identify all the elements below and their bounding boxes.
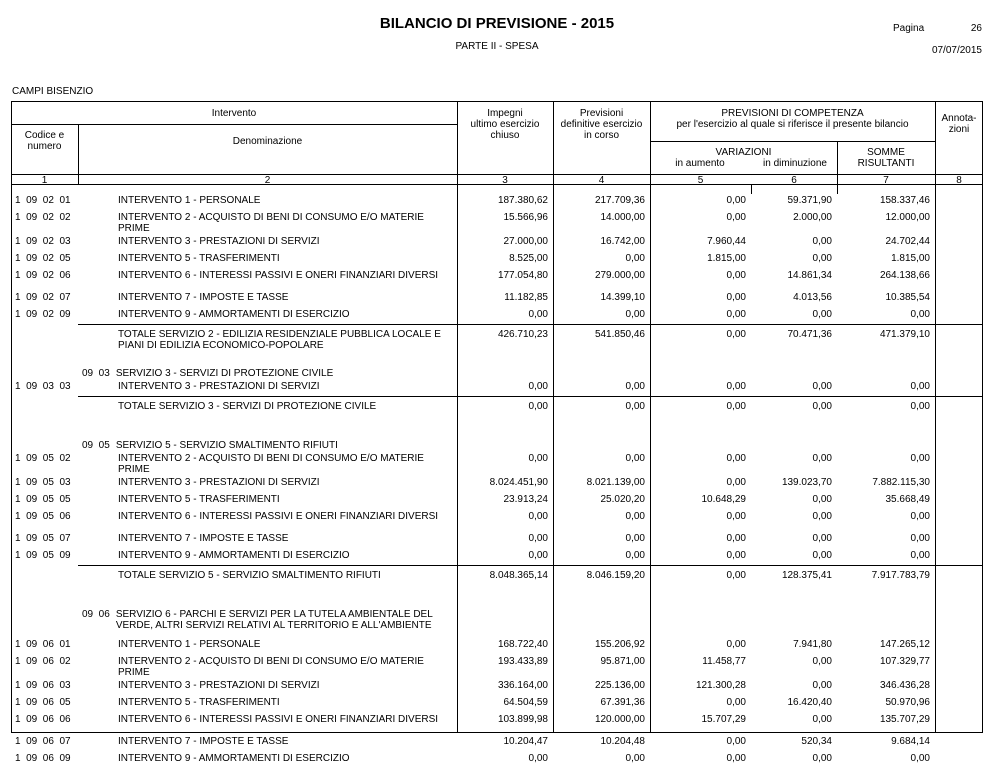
- amount-cell: 0,00: [726, 195, 746, 206]
- entity-name: CAMPI BISENZIO: [12, 86, 94, 97]
- header-somme: SOMME: [867, 147, 905, 158]
- amount-cell: 24.702,44: [885, 236, 930, 247]
- amount-cell: 0,00: [812, 309, 832, 320]
- amount-cell: 0,00: [625, 253, 645, 264]
- header-impegni: Impegni: [487, 108, 523, 119]
- amount-cell: 15.566,96: [503, 212, 548, 223]
- annotazioni-cell: [935, 451, 982, 475]
- annotazioni-cell: [935, 290, 982, 307]
- code-cell: 1 09 06 02: [15, 656, 71, 667]
- annotazioni-cell: [935, 492, 982, 509]
- denominazione-cell: INTERVENTO 3 - PRESTAZIONI DI SERVIZI: [118, 477, 320, 488]
- amount-cell: 0,00: [726, 639, 746, 650]
- amount-cell: 135.707,29: [879, 714, 930, 725]
- amount-cell: 0,00: [726, 753, 746, 764]
- amount-cell: 426.710,23: [457, 324, 553, 362]
- annotazioni-cell: [935, 307, 982, 324]
- table-row: [12, 695, 982, 712]
- header-rule: [11, 124, 457, 125]
- amount-cell: 0,00: [726, 270, 746, 281]
- amount-cell: 0,00: [726, 550, 746, 561]
- amount-cell: 10.204,47: [503, 736, 548, 747]
- annotazioni-cell: [935, 734, 982, 751]
- report-subtitle: PARTE II - SPESA: [455, 41, 539, 52]
- amount-cell: 2.000,00: [793, 212, 832, 223]
- code-cell: 1 09 02 01: [15, 195, 71, 206]
- empty-cell: [650, 603, 751, 637]
- amount-cell: 0,00: [726, 697, 746, 708]
- empty-cell: [457, 603, 553, 637]
- code-cell: 1 09 02 03: [15, 236, 71, 247]
- code-cell: 1 09 05 07: [15, 533, 71, 544]
- amount-cell: 158.337,46: [879, 195, 930, 206]
- code-cell: [12, 324, 78, 362]
- annotazioni-cell: [935, 234, 982, 251]
- denominazione-cell: [78, 434, 457, 451]
- amount-cell: 0,00: [812, 494, 832, 505]
- amount-cell: 0,00: [726, 477, 746, 488]
- amount-cell: 1.815,00: [707, 253, 746, 264]
- code-cell: 1 09 02 05: [15, 253, 71, 264]
- code-cell: 1 09 02 09: [15, 309, 71, 320]
- code-cell: 1 09 02 07: [15, 292, 71, 303]
- amount-cell: 0,00: [528, 309, 548, 320]
- empty-cell: [935, 603, 982, 637]
- amount-cell: 8.046.159,20: [553, 565, 650, 603]
- amount-cell: 0,00: [812, 236, 832, 247]
- table-row: [12, 307, 982, 324]
- service-row: [12, 434, 982, 451]
- header-denominazione: Denominazione: [232, 136, 303, 147]
- service-code: 09 03: [82, 368, 110, 379]
- empty-cell: [553, 362, 650, 379]
- amount-cell: 264.138,66: [879, 270, 930, 281]
- amount-cell: 128.375,41: [751, 565, 837, 603]
- table-row: [12, 548, 982, 565]
- empty-cell: [837, 603, 935, 637]
- amount-cell: 64.504,59: [503, 697, 548, 708]
- empty-cell: [837, 362, 935, 379]
- amount-cell: 15.707,29: [701, 714, 746, 725]
- amount-cell: 107.329,77: [879, 656, 930, 667]
- empty-cell: [751, 362, 837, 379]
- column-number: 2: [264, 175, 271, 186]
- table-row: [12, 678, 982, 695]
- report-date: 07/07/2015: [931, 45, 982, 56]
- amount-cell: 0,00: [650, 565, 751, 603]
- empty-cell: [935, 434, 982, 451]
- annotazioni-cell: [935, 548, 982, 565]
- header-variazioni: VARIAZIONI: [715, 147, 772, 158]
- service-row: [12, 362, 982, 379]
- annotazioni-cell: [935, 193, 982, 210]
- denominazione-cell: INTERVENTO 2 - ACQUISTO DI BENI DI CONSUMO E/O MATERIE PRIME: [118, 453, 424, 475]
- amount-cell: 0,00: [528, 533, 548, 544]
- amount-cell: 67.391,36: [600, 697, 645, 708]
- annotazioni-cell: [935, 751, 982, 768]
- amount-cell: 7.917.783,79: [837, 565, 935, 603]
- header-in-aumento: in aumento: [675, 158, 725, 169]
- annotazioni-cell: [935, 396, 982, 434]
- empty-cell: [553, 434, 650, 451]
- service-row: [12, 603, 982, 637]
- amount-cell: 0,00: [910, 533, 930, 544]
- header-competenza: PREVISIONI DI COMPETENZA: [721, 108, 864, 119]
- amount-cell: 0,00: [625, 753, 645, 764]
- header-impegni-3: chiuso: [490, 130, 520, 141]
- amount-cell: 217.709,36: [594, 195, 645, 206]
- column-number: 8: [956, 175, 962, 186]
- table-row: [12, 734, 982, 751]
- budget-table: [12, 193, 982, 768]
- column-number: 4: [598, 175, 605, 186]
- report-title: BILANCIO DI PREVISIONE - 2015: [379, 15, 615, 32]
- amount-cell: 0,00: [812, 656, 832, 667]
- amount-cell: 35.668,49: [885, 494, 930, 505]
- amount-cell: 121.300,28: [695, 680, 746, 691]
- total-row: [12, 324, 982, 362]
- amount-cell: 0,00: [910, 453, 930, 464]
- amount-cell: 120.000,00: [594, 714, 645, 725]
- amount-cell: 0,00: [812, 453, 832, 464]
- empty-cell: [457, 362, 553, 379]
- header-previsioni: Previsioni: [579, 108, 624, 119]
- amount-cell: 95.871,00: [600, 656, 645, 667]
- amount-cell: 7.882.115,30: [872, 477, 930, 488]
- amount-cell: 279.000,00: [594, 270, 645, 281]
- page-number: 26: [970, 23, 982, 34]
- amount-cell: 0,00: [625, 550, 645, 561]
- amount-cell: 0,00: [625, 381, 645, 392]
- column-number: 5: [697, 175, 704, 186]
- amount-cell: 1.815,00: [891, 253, 930, 264]
- amount-cell: 16.742,00: [600, 236, 645, 247]
- denominazione-cell: TOTALE SERVIZIO 3 - SERVIZI DI PROTEZIONE CIVILE: [78, 396, 457, 434]
- amount-cell: 0,00: [553, 396, 650, 434]
- empty-cell: [650, 362, 751, 379]
- amount-cell: 59.371,90: [787, 195, 832, 206]
- code-cell: [12, 565, 78, 603]
- denominazione-cell: INTERVENTO 3 - PRESTAZIONI DI SERVIZI: [118, 381, 320, 392]
- annotazioni-cell: [935, 509, 982, 531]
- header-intervento: Intervento: [211, 108, 257, 119]
- amount-cell: 23.913,24: [503, 494, 548, 505]
- amount-cell: 14.000,00: [600, 212, 645, 223]
- table-body: [12, 193, 982, 768]
- annotazioni-cell: [935, 637, 982, 654]
- table-row: [12, 451, 982, 475]
- empty-cell: [553, 603, 650, 637]
- amount-cell: 147.265,12: [879, 639, 930, 650]
- table-row: [12, 379, 982, 396]
- table-row: [12, 475, 982, 492]
- amount-cell: 103.899,98: [497, 714, 548, 725]
- denominazione-cell: INTERVENTO 9 - AMMORTAMENTI DI ESERCIZIO: [118, 309, 350, 320]
- amount-cell: 225.136,00: [594, 680, 645, 691]
- table-row: [12, 234, 982, 251]
- code-cell: 1 09 06 01: [15, 639, 71, 650]
- annotazioni-cell: [935, 565, 982, 603]
- amount-cell: 0,00: [726, 453, 746, 464]
- empty-cell: [751, 603, 837, 637]
- amount-cell: 10.204,48: [600, 736, 645, 747]
- amount-cell: 168.722,40: [497, 639, 548, 650]
- header-previsioni-3: in corso: [583, 130, 619, 141]
- denominazione-cell: INTERVENTO 6 - INTERESSI PASSIVI E ONERI FINANZIARI DIVERSI: [118, 511, 439, 522]
- table-row: [12, 751, 982, 768]
- code-cell: 1 09 06 05: [15, 697, 71, 708]
- column-number: 1: [41, 175, 48, 186]
- header-in-diminuzione: in diminuzione: [763, 158, 827, 169]
- denominazione-cell: INTERVENTO 1 - PERSONALE: [118, 639, 261, 650]
- denominazione-cell: [78, 603, 457, 637]
- amount-cell: 0,00: [726, 736, 746, 747]
- annotazioni-cell: [935, 654, 982, 678]
- page-label: Pagina: [893, 23, 925, 34]
- service-name: SERVIZIO 5 - SERVIZIO SMALTIMENTO RIFIUTI: [115, 440, 338, 451]
- column-number: 7: [883, 175, 889, 186]
- amount-cell: 4.013,56: [793, 292, 832, 303]
- code-cell: 1 09 05 09: [15, 550, 71, 561]
- amount-cell: 7.941,80: [793, 639, 832, 650]
- amount-cell: 0,00: [528, 511, 548, 522]
- header-codice: Codice e: [24, 130, 65, 141]
- table-row: [12, 251, 982, 268]
- denominazione-cell: INTERVENTO 5 - TRASFERIMENTI: [118, 697, 280, 708]
- amount-cell: 0,00: [910, 753, 930, 764]
- annotazioni-cell: [935, 695, 982, 712]
- amount-cell: 346.436,28: [879, 680, 930, 691]
- amount-cell: 0,00: [812, 753, 832, 764]
- empty-cell: [751, 434, 837, 451]
- denominazione-cell: INTERVENTO 1 - PERSONALE: [118, 195, 261, 206]
- service-name: SERVIZIO 3 - SERVIZI DI PROTEZIONE CIVILE: [115, 368, 334, 379]
- table-row: [12, 210, 982, 234]
- denominazione-cell: INTERVENTO 7 - IMPOSTE E TASSE: [118, 533, 289, 544]
- denominazione-cell: TOTALE SERVIZIO 2 - EDILIZIA RESIDENZIALE PUBBLICA LOCALE E PIANI DI EDILIZIA ECONOMICO-POPOLARE: [78, 324, 457, 362]
- header-impegni-2: ultimo esercizio: [470, 119, 540, 130]
- amount-cell: 7.960,44: [707, 236, 746, 247]
- table-row: [12, 509, 982, 531]
- amount-cell: 0,00: [726, 533, 746, 544]
- code-cell: 1 09 05 05: [15, 494, 71, 505]
- header-rule: [650, 141, 935, 142]
- code-cell: [12, 396, 78, 434]
- amount-cell: 8.525,00: [509, 253, 548, 264]
- code-cell: 1 09 06 03: [15, 680, 71, 691]
- amount-cell: 0,00: [910, 309, 930, 320]
- amount-cell: 0,00: [650, 324, 751, 362]
- annotazioni-cell: [935, 531, 982, 548]
- amount-cell: 25.020,20: [600, 494, 645, 505]
- table-row: [12, 492, 982, 509]
- code-cell: 1 09 02 06: [15, 270, 71, 281]
- empty-cell: [457, 434, 553, 451]
- amount-cell: 70.471,36: [751, 324, 837, 362]
- amount-cell: 0,00: [457, 396, 553, 434]
- amount-cell: 0,00: [751, 396, 837, 434]
- amount-cell: 139.023,70: [781, 477, 832, 488]
- amount-cell: 8.021.139,00: [586, 477, 645, 488]
- header-annotazioni: Annota-: [941, 113, 977, 124]
- denominazione-cell: INTERVENTO 3 - PRESTAZIONI DI SERVIZI: [118, 236, 320, 247]
- amount-cell: 8.024.451,90: [489, 477, 548, 488]
- amount-cell: 16.420,40: [787, 697, 832, 708]
- service-code: 09 06: [82, 609, 110, 620]
- denominazione-cell: INTERVENTO 6 - INTERESSI PASSIVI E ONERI FINANZIARI DIVERSI: [118, 714, 439, 725]
- annotazioni-cell: [935, 475, 982, 492]
- code-cell: 1 09 03 03: [15, 381, 71, 392]
- amount-cell: 0,00: [726, 511, 746, 522]
- amount-cell: 10.385,54: [885, 292, 930, 303]
- amount-cell: 0,00: [726, 212, 746, 223]
- header-numero: numero: [27, 141, 62, 152]
- amount-cell: 0,00: [528, 453, 548, 464]
- code-cell: 1 09 06 07: [15, 736, 71, 747]
- amount-cell: 8.048.365,14: [457, 565, 553, 603]
- annotazioni-cell: [935, 712, 982, 734]
- code-cell: 1 09 02 02: [15, 212, 71, 223]
- annotazioni-cell: [935, 379, 982, 396]
- amount-cell: 0,00: [726, 292, 746, 303]
- denominazione-cell: INTERVENTO 9 - AMMORTAMENTI DI ESERCIZIO: [118, 550, 350, 561]
- amount-cell: 0,00: [837, 396, 935, 434]
- table-row: [12, 637, 982, 654]
- code-cell: 1 09 06 06: [15, 714, 71, 725]
- code-cell: [12, 362, 78, 379]
- denominazione-cell: INTERVENTO 2 - ACQUISTO DI BENI DI CONSUMO E/O MATERIE PRIME: [118, 656, 424, 678]
- amount-cell: 193.433,89: [497, 656, 548, 667]
- amount-cell: 0,00: [812, 680, 832, 691]
- service-name: SERVIZIO 6 - PARCHI E SERVIZI PER LA TUTELA AMBIENTALE DEL VERDE, ALTRI SERVIZI RELATIVI AL TERRITORIO E ALL'AMBIENTE: [115, 609, 433, 631]
- denominazione-cell: INTERVENTO 7 - IMPOSTE E TASSE: [118, 736, 289, 747]
- denominazione-cell: INTERVENTO 6 - INTERESSI PASSIVI E ONERI FINANZIARI DIVERSI: [118, 270, 439, 281]
- code-cell: 1 09 06 09: [15, 753, 71, 764]
- table-row: [12, 531, 982, 548]
- code-cell: 1 09 05 02: [15, 453, 71, 464]
- amount-cell: 0,00: [812, 253, 832, 264]
- amount-cell: 14.399,10: [600, 292, 645, 303]
- code-cell: [12, 603, 78, 637]
- denominazione-cell: INTERVENTO 2 - ACQUISTO DI BENI DI CONSUMO E/O MATERIE PRIME: [118, 212, 424, 234]
- denominazione-cell: [78, 362, 457, 379]
- amount-cell: 155.206,92: [594, 639, 645, 650]
- denominazione-cell: INTERVENTO 3 - PRESTAZIONI DI SERVIZI: [118, 680, 320, 691]
- column-number: 6: [791, 175, 797, 186]
- denominazione-cell: INTERVENTO 5 - TRASFERIMENTI: [118, 253, 280, 264]
- amount-cell: 0,00: [625, 453, 645, 464]
- code-cell: 1 09 05 06: [15, 511, 71, 522]
- table-row: [12, 712, 982, 734]
- header-competenza-2: per l'esercizio al quale si riferisce il presente bilancio: [676, 119, 909, 130]
- code-cell: [12, 434, 78, 451]
- denominazione-cell: INTERVENTO 9 - AMMORTAMENTI DI ESERCIZIO: [118, 753, 350, 764]
- amount-cell: 12.000,00: [885, 212, 930, 223]
- amount-cell: 0,00: [528, 753, 548, 764]
- denominazione-cell: INTERVENTO 5 - TRASFERIMENTI: [118, 494, 280, 505]
- annotazioni-cell: [935, 210, 982, 234]
- table-row: [12, 290, 982, 307]
- total-row: [12, 565, 982, 603]
- amount-cell: 541.850,46: [553, 324, 650, 362]
- amount-cell: 50.970,96: [885, 697, 930, 708]
- amount-cell: 0,00: [812, 550, 832, 561]
- amount-cell: 0,00: [812, 511, 832, 522]
- amount-cell: 0,00: [625, 511, 645, 522]
- header-annotazioni-2: zioni: [948, 124, 970, 135]
- annotazioni-cell: [935, 678, 982, 695]
- amount-cell: 471.379,10: [837, 324, 935, 362]
- table-row: [12, 654, 982, 678]
- amount-cell: 520,34: [801, 736, 832, 747]
- amount-cell: 0,00: [812, 533, 832, 544]
- amount-cell: 177.054,80: [497, 270, 548, 281]
- amount-cell: 14.861,34: [787, 270, 832, 281]
- amount-cell: 0,00: [910, 550, 930, 561]
- table-row: [12, 193, 982, 210]
- empty-cell: [650, 434, 751, 451]
- amount-cell: 0,00: [625, 309, 645, 320]
- denominazione-cell: INTERVENTO 7 - IMPOSTE E TASSE: [118, 292, 289, 303]
- amount-cell: 0,00: [812, 714, 832, 725]
- annotazioni-cell: [935, 324, 982, 362]
- amount-cell: 336.164,00: [497, 680, 548, 691]
- header-previsioni-2: definitive esercizio: [560, 119, 643, 130]
- amount-cell: 0,00: [528, 381, 548, 392]
- amount-cell: 187.380,62: [497, 195, 548, 206]
- annotazioni-cell: [935, 251, 982, 268]
- amount-cell: 11.182,85: [504, 292, 548, 303]
- total-row: [12, 396, 982, 434]
- empty-cell: [935, 362, 982, 379]
- denominazione-cell: TOTALE SERVIZIO 5 - SERVIZIO SMALTIMENTO RIFIUTI: [78, 565, 457, 603]
- empty-cell: [837, 434, 935, 451]
- header-risultanti: RISULTANTI: [857, 158, 915, 169]
- amount-cell: 0,00: [910, 511, 930, 522]
- amount-cell: 0,00: [650, 396, 751, 434]
- service-code: 09 05: [82, 440, 110, 451]
- column-number: 3: [502, 175, 508, 186]
- code-cell: 1 09 05 03: [15, 477, 71, 488]
- amount-cell: 9.684,14: [891, 736, 930, 747]
- amount-cell: 10.648,29: [701, 494, 746, 505]
- amount-cell: 0,00: [910, 381, 930, 392]
- amount-cell: 0,00: [528, 550, 548, 561]
- amount-cell: 27.000,00: [503, 236, 548, 247]
- amount-cell: 0,00: [726, 309, 746, 320]
- amount-cell: 11.458,77: [702, 656, 746, 667]
- amount-cell: 0,00: [812, 381, 832, 392]
- amount-cell: 0,00: [625, 533, 645, 544]
- annotazioni-cell: [935, 268, 982, 290]
- table-row: [12, 268, 982, 290]
- amount-cell: 0,00: [726, 381, 746, 392]
